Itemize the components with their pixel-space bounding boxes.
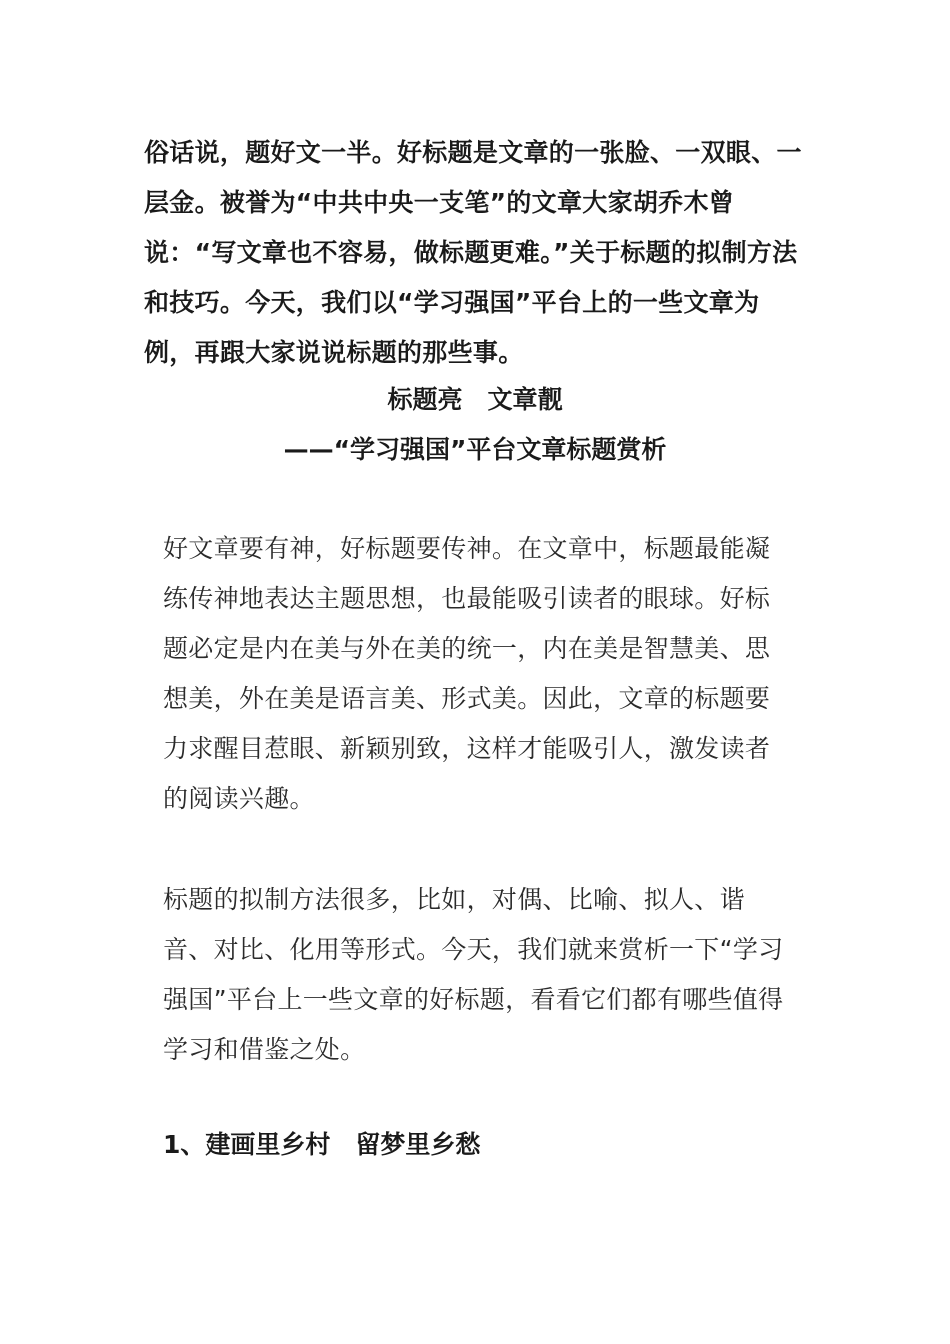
- article-title: 标题亮 文章靓: [387, 385, 563, 414]
- intro-paragraph: 俗话说，题好文一半。好标题是文章的一张脸、一双眼、一层金。被誉为“中共中央一支笔”的文章大家胡乔木曾说：“写文章也不容易，做标题更难。”关于标题的拟制方法和技巧。今天，我们以“学习强国”平台上的一些文章为例，再跟大家说说标题的那些事。: [144, 138, 802, 367]
- body-paragraph-1: 好文章要有神，好标题要传神。在文章中，标题最能凝练传神地表达主题思想，也最能吸引读者的眼球。好标题必定是内在美与外在美的统一，内在美是智慧美、思想美，外在美是语言美、形式美。因此，文章的标题要力求醒目惹眼、新颖别致，这样才能吸引人，激发读者的阅读兴趣。: [163, 534, 771, 813]
- section-heading: 1、建画里乡村 留梦里乡愁: [163, 1130, 481, 1159]
- article-subtitle: ——“学习强国”平台文章标题赏析: [283, 435, 667, 464]
- body-paragraph-2: 标题的拟制方法很多，比如，对偶、比喻、拟人、谐音、对比、化用等形式。今天，我们就来赏析一下“学习强国”平台上一些文章的好标题，看看它们都有哪些值得学习和借鉴之处。: [163, 885, 784, 1064]
